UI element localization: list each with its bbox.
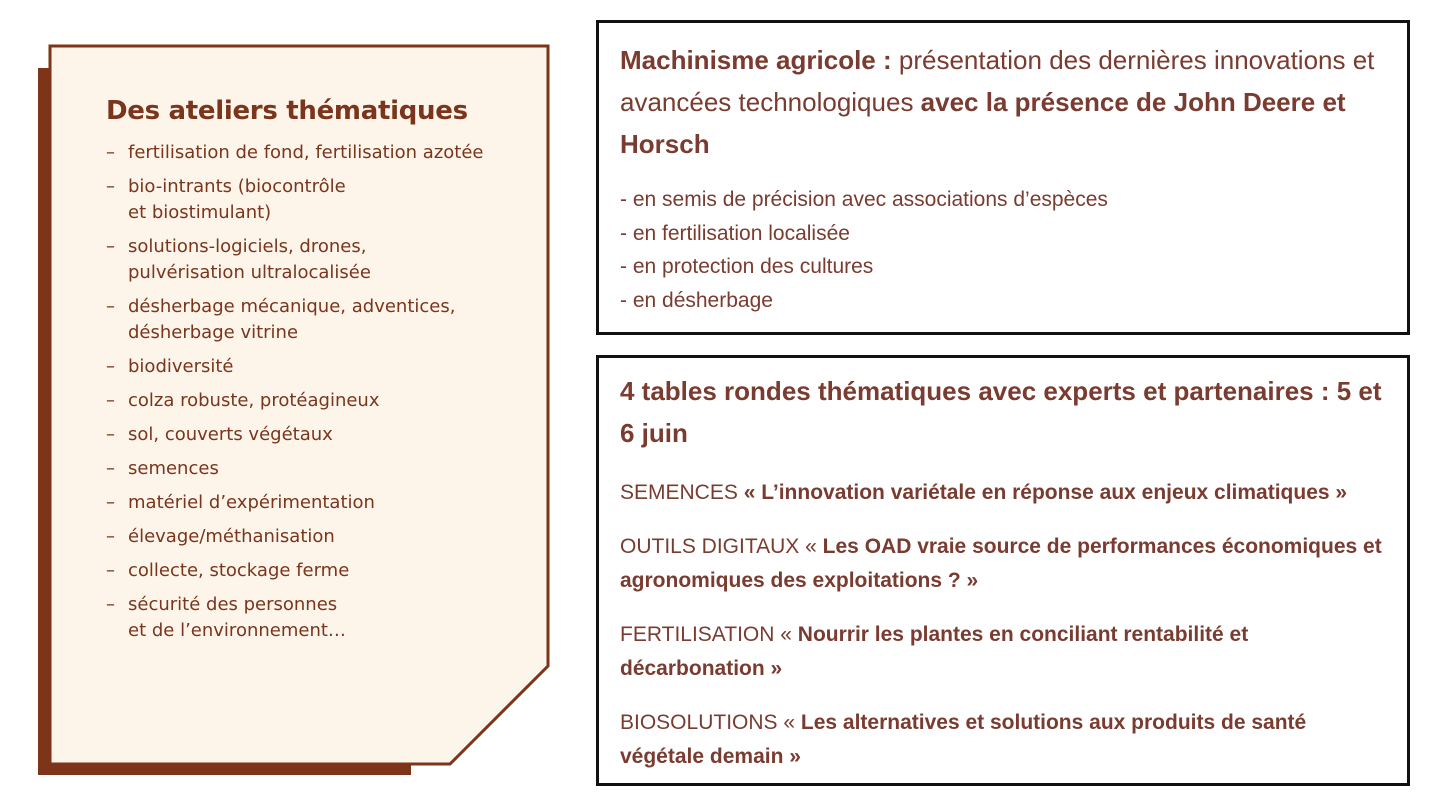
- atelier-item: [106, 524, 526, 550]
- dash-bullet: –: [106, 526, 115, 547]
- table-ronde-category: FERTILISATION «: [620, 623, 792, 646]
- machinisme-title-normal: présentation des dernières innovations et avancées technologiques: [620, 45, 1375, 117]
- dash-bullet: –: [106, 142, 115, 163]
- machinisme-item: - en protection des cultures: [620, 255, 874, 278]
- machinisme-heading: [620, 39, 1387, 165]
- ateliers-list: [106, 140, 526, 644]
- dash-bullet: –: [106, 390, 115, 411]
- table-ronde-quote: Les alternatives et solutions aux produits de santé végétale demain »: [620, 711, 1307, 768]
- tables-rondes-title: 4 tables rondes thématiques avec experts et partenaires : 5 et 6 juin: [620, 376, 1382, 448]
- machinisme-title-bold: Machinisme agricole :: [620, 45, 892, 75]
- dash-bullet: –: [106, 176, 115, 197]
- dash-bullet: –: [106, 424, 115, 445]
- table-ronde-quote: « L’innovation variétale en réponse aux enjeux climatiques »: [743, 481, 1348, 504]
- atelier-item: [106, 456, 526, 482]
- table-ronde-category: OUTILS DIGITAUX «: [620, 535, 817, 558]
- ateliers-card: [106, 96, 526, 652]
- dash-bullet: –: [106, 356, 115, 377]
- atelier-item: [106, 140, 526, 166]
- dash-bullet: –: [106, 492, 115, 513]
- dash-bullet: –: [106, 236, 115, 257]
- atelier-item-label: collecte, stockage ferme: [128, 560, 350, 581]
- atelier-item: [106, 388, 526, 414]
- atelier-item-label: désherbage mécanique, adventices, désherbage vitrine: [128, 296, 456, 343]
- atelier-item-label: matériel d’expérimentation: [128, 492, 375, 513]
- tables-rondes-entries: [620, 476, 1387, 774]
- atelier-item-label: sol, couverts végétaux: [128, 424, 333, 445]
- atelier-item: [106, 354, 526, 380]
- dash-bullet: –: [106, 458, 115, 479]
- atelier-item-label: solutions-logiciels, drones, pulvérisation ultralocalisée: [128, 236, 371, 283]
- table-ronde-category: BIOSOLUTIONS «: [620, 711, 796, 734]
- atelier-item-label: fertilisation de fond, fertilisation azotée: [128, 142, 484, 163]
- dash-bullet: –: [106, 560, 115, 581]
- atelier-item-label: colza robuste, protéagineux: [128, 390, 380, 411]
- atelier-item: [106, 294, 526, 346]
- atelier-item-label: élevage/méthanisation: [128, 526, 335, 547]
- machinisme-title-bold-end: avec la présence de John Deere et Horsch: [620, 87, 1346, 159]
- atelier-item-label: bio-intrants (biocontrôle et biostimulant): [128, 176, 346, 223]
- table-ronde-entry: [620, 530, 1387, 598]
- dash-bullet: –: [106, 594, 115, 615]
- atelier-item-label: biodiversité: [128, 356, 234, 377]
- machinisme-item: - en désherbage: [620, 288, 773, 312]
- table-ronde-entry: [620, 618, 1387, 686]
- atelier-item: [106, 558, 526, 584]
- table-ronde-quote: Nourrir les plantes en conciliant rentabilité et décarbonation »: [620, 623, 1249, 680]
- machinisme-box: [596, 20, 1410, 335]
- atelier-item: [106, 422, 526, 448]
- atelier-item: [106, 234, 526, 286]
- table-ronde-entry: [620, 706, 1387, 774]
- machinisme-item: - en fertilisation localisée: [620, 221, 850, 245]
- table-ronde-entry: [620, 476, 1387, 510]
- atelier-item: [106, 490, 526, 516]
- atelier-item: [106, 592, 526, 644]
- atelier-item-label: semences: [128, 458, 219, 479]
- dash-bullet: –: [106, 296, 115, 317]
- atelier-item-label: sécurité des personnes et de l’environnement…: [128, 594, 346, 641]
- ateliers-title: Des ateliers thématiques: [106, 96, 468, 126]
- machinisme-list: [620, 183, 1387, 317]
- table-ronde-category: SEMENCES: [620, 481, 738, 504]
- machinisme-item: - en semis de précision avec associations d’espèces: [620, 188, 1108, 211]
- atelier-item: [106, 174, 526, 226]
- tables-rondes-box: [596, 355, 1410, 786]
- table-ronde-quote: Les OAD vraie source de performances économiques et agronomiques des exploitations ? »: [620, 535, 1382, 592]
